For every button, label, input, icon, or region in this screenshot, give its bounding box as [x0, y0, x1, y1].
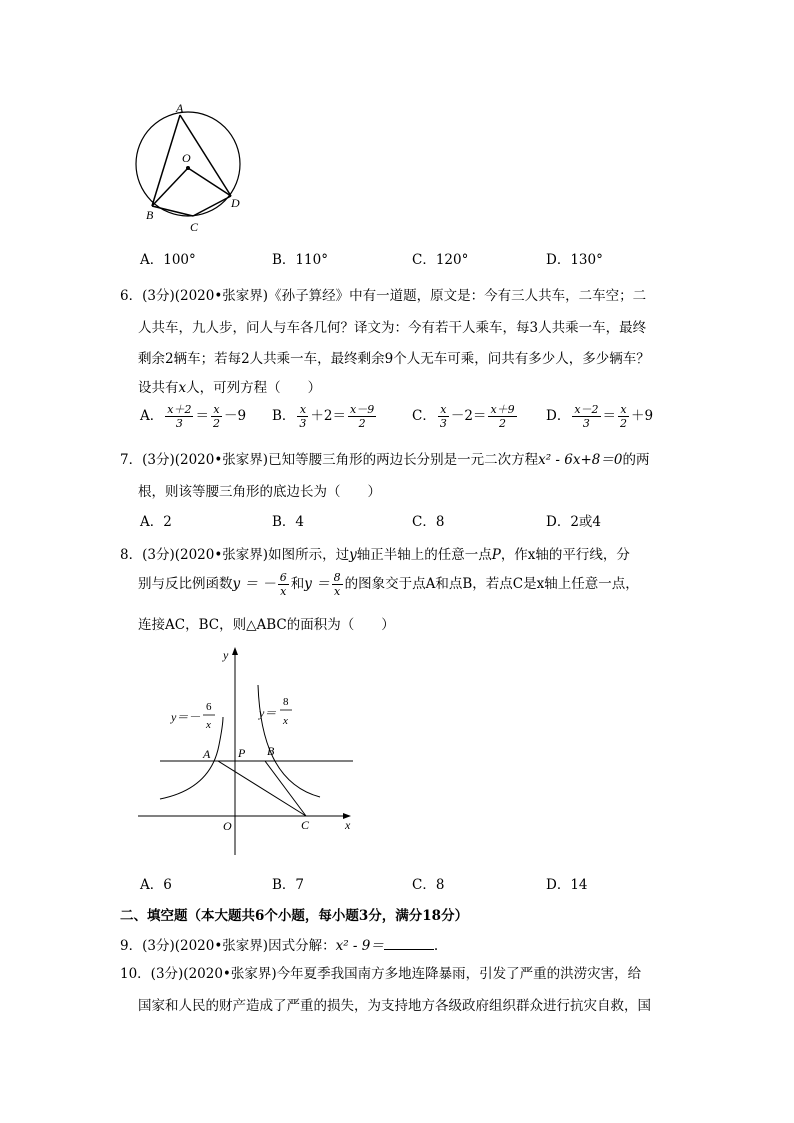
q7-option-b: B．4 — [272, 514, 305, 530]
q5-option-a: A．100° — [140, 252, 196, 268]
q6-option-d: D． $\frac{x-2}{3}$ ＝ $\frac{x}{2}$ ＋9 — [546, 403, 654, 430]
label-origin: O — [223, 819, 232, 833]
q10-line-2: 国家和人民的财产造成了严重的损失，为支持地方各级政府组织群众进行抗灾自救，国 — [138, 998, 651, 1014]
section-title-fill-blank: 二、填空题（本大题共6个小题，每小题3分，满分18分） — [120, 908, 469, 924]
q6-line-3: 剩余2辆车；若每2人共乘一车，最终剩余9个人无车可乘，问共有多少人，多少辆车？ — [138, 351, 650, 367]
q6-option-b: B． $\frac{x}{3}$ ＋2＝ $\frac{x-9}{2}$ — [272, 403, 375, 430]
segment-CD — [193, 196, 231, 216]
label-A: A — [203, 747, 211, 761]
q8-option-a: A．6 — [140, 877, 172, 893]
q7-line-1: 7．(3分)(2020•张家界)已知等腰三角形的两边长分别是一元二次方程x² - 6x+8＝0的两 — [120, 452, 650, 468]
label-B: B — [267, 744, 275, 758]
segment-OD — [188, 168, 231, 196]
hyperbola-graph — [135, 645, 365, 860]
circle-figure — [130, 100, 250, 240]
q7-option-c: C．8 — [412, 514, 445, 530]
segment-AC — [218, 761, 306, 816]
hyperbola-left — [160, 717, 223, 799]
q5-option-d: D．130° — [546, 252, 603, 268]
q6-line-2: 人共车，九人步，问人与车各几何？译文为：今有若干人乘车，每3人共乘一车，最终 — [138, 320, 647, 336]
q9-line: 9．(3分)(2020•张家界)因式分解：x² - 9＝ . — [120, 938, 439, 954]
label-O: O — [182, 151, 191, 165]
q8-line-3: 连接AC，BC，则△ABC的面积为（ ） — [138, 617, 395, 633]
label-C: C — [301, 818, 310, 832]
q8-option-c: C．8 — [412, 877, 445, 893]
right-function-den: x — [283, 715, 288, 727]
label-x-axis: x — [345, 818, 351, 832]
left-function-num: 6 — [206, 701, 212, 713]
q7-option-a: A．2 — [140, 514, 172, 530]
q8-line-1: 8．(3分)(2020•张家界)如图所示，过y轴正半轴上的任意一点P，作x轴的平行线，分 — [120, 547, 630, 563]
q6-option-a: A． $\frac{x+2}{3}$ ＝ $\frac{x}{2}$ －9 — [140, 403, 247, 430]
center-point — [186, 166, 190, 170]
segment-AB — [152, 115, 180, 206]
label-C: C — [190, 220, 199, 234]
q5-option-b: B．110° — [272, 252, 328, 268]
q5-option-c: C．120° — [412, 252, 469, 268]
label-A: A — [176, 101, 184, 115]
q7-line-2: 根，则该等腰三角形的底边长为（ ） — [138, 484, 381, 500]
q8-option-b: B．7 — [272, 877, 305, 893]
label-D: D — [231, 196, 240, 210]
q6-option-c: C． $\frac{x}{3}$ －2＝ $\frac{x+9}{2}$ — [412, 403, 515, 430]
label-B: B — [146, 208, 154, 222]
q8-line-2: 别与反比例函数y ＝ － $\frac{6}{x}$ 和y ＝ $\frac{8}{x}$ 的图象交于点A和点B，若点C是x轴上任意一点， — [138, 571, 639, 598]
label-P: P — [238, 746, 246, 760]
q6-line-4: 设共有x人，可列方程（ ） — [138, 380, 322, 396]
label-right-function: y＝ — [259, 706, 277, 720]
y-axis-arrow — [232, 647, 238, 655]
q7-option-d: D．2或4 — [546, 514, 602, 530]
label-left-function: y＝－ — [171, 710, 201, 724]
left-function-den: x — [206, 719, 211, 731]
q9-answer-blank[interactable] — [384, 937, 434, 950]
q6-line-1: 6．(3分)(2020•张家界)《孙子算经》中有一道题，原文是：今有三人共车，二车空；二 — [120, 288, 647, 304]
label-y-axis: y — [223, 648, 229, 662]
q10-line-1: 10．(3分)(2020•张家界)今年夏季我国南方多地连降暴雨，引发了严重的洪涝灾害，给 — [120, 966, 642, 982]
right-function-num: 8 — [283, 696, 289, 708]
hyperbola-right — [258, 685, 320, 797]
segment-BC — [152, 206, 193, 216]
q8-option-d: D．14 — [546, 877, 588, 893]
